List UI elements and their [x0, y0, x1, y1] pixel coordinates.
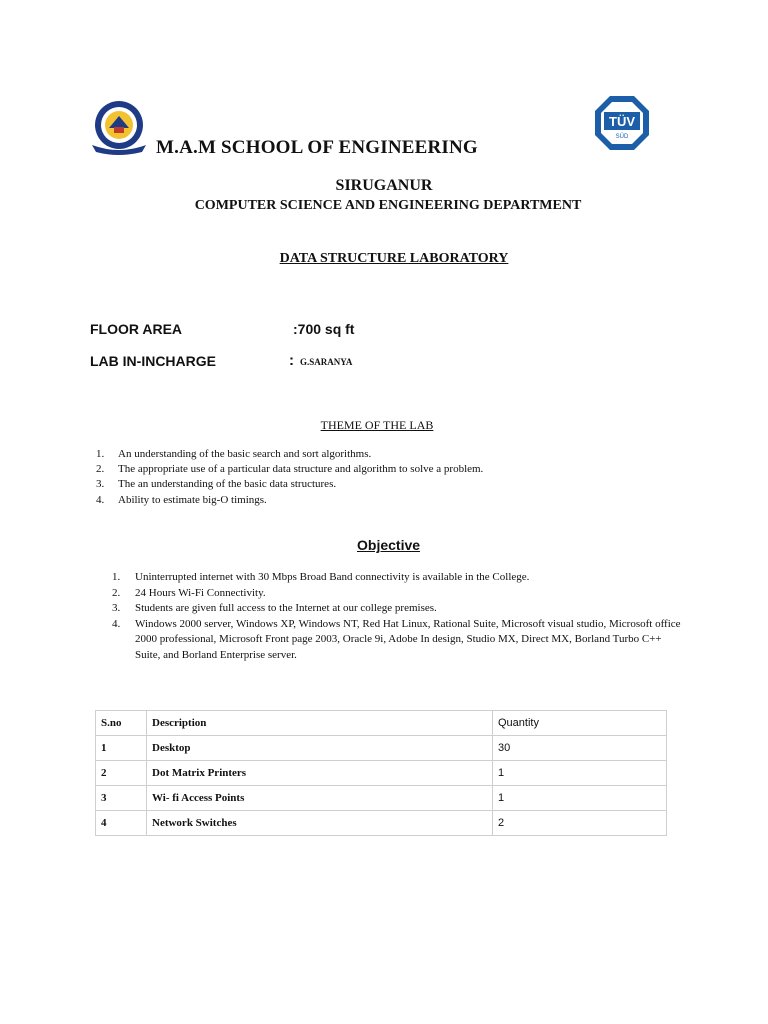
- table-cell-quantity: 1: [493, 786, 667, 811]
- list-text: The an understanding of the basic data structures.: [118, 478, 337, 491]
- table-cell-description: Wi- fi Access Points: [147, 786, 493, 811]
- lab-incharge-value: G.SARANYA: [300, 357, 353, 367]
- list-text: Windows 2000 server, Windows XP, Windows NT, Red Hat Linux, Rational Suite, Microsoft visual studio, Microsoft office 2000 professional, Microsoft Front page 2003, Oracle 9i, Adobe In design, Studio MX, Direct MX, Borland Turbo C++ Suite, and Borland Enterprise server.: [135, 617, 681, 661]
- list-item: [96, 463, 483, 478]
- equipment-table: [95, 710, 667, 836]
- city-name: SIRUGANUR: [335, 177, 433, 194]
- table-cell-sno: 2: [96, 761, 147, 786]
- list-number: 2.: [112, 586, 121, 599]
- list-item: [96, 478, 483, 493]
- list-number: 3.: [96, 478, 105, 491]
- list-text: Uninterrupted internet with 30 Mbps Broad Band connectivity is available in the College.: [135, 571, 530, 583]
- floor-area-label: FLOOR AREA: [90, 321, 183, 337]
- table-cell-quantity: 2: [493, 811, 667, 836]
- list-text: Students are given full access to the Internet at our college premises.: [135, 602, 437, 614]
- table-row: [96, 736, 667, 761]
- theme-heading: THEME OF THE LAB: [320, 418, 434, 432]
- table-row: [96, 786, 667, 811]
- list-number: 4.: [96, 493, 105, 506]
- list-text: An understanding of the basic search and sort algorithms.: [118, 448, 372, 460]
- list-number: 1.: [112, 571, 121, 583]
- table-row: [96, 811, 667, 836]
- list-text: 24 Hours Wi-Fi Connectivity.: [135, 586, 266, 599]
- table-cell-quantity: 30: [493, 736, 667, 761]
- list-item: [112, 601, 682, 617]
- objective-heading: Objective: [357, 537, 421, 553]
- lab-incharge-label: LAB IN-INCHARGE: [90, 353, 216, 369]
- department-name: COMPUTER SCIENCE AND ENGINEERING DEPARTMENT: [194, 198, 582, 213]
- table-cell-description: Dot Matrix Printers: [147, 761, 493, 786]
- list-text: Ability to estimate big-O timings.: [118, 493, 267, 506]
- list-item: [112, 570, 682, 586]
- list-item: [112, 586, 682, 602]
- list-item: [112, 617, 682, 664]
- table-header-row: [96, 711, 667, 736]
- list-number: 4.: [112, 617, 121, 630]
- lab-title: DATA STRUCTURE LABORATORY: [279, 251, 509, 266]
- table-cell-sno: 3: [96, 786, 147, 811]
- lab-incharge-colon: :: [289, 352, 294, 369]
- objective-list: [112, 570, 682, 663]
- floor-area-value: :700 sq ft: [293, 321, 355, 337]
- table-cell-quantity: 1: [493, 761, 667, 786]
- column-header-description: Description: [147, 711, 493, 736]
- column-header-sno: S.no: [96, 711, 147, 736]
- list-number: 2.: [96, 463, 105, 476]
- list-number: 3.: [112, 602, 121, 614]
- table-cell-description: Network Switches: [147, 811, 493, 836]
- table-cell-description: Desktop: [147, 736, 493, 761]
- sud-logo-text: SÜD: [615, 134, 629, 140]
- table-cell-sno: 4: [96, 811, 147, 836]
- school-name: M.A.M SCHOOL OF ENGINEERING: [156, 137, 478, 158]
- theme-list: [96, 448, 483, 509]
- list-item: [96, 448, 483, 463]
- tuv-logo-text: TÜV: [609, 114, 635, 129]
- list-text: The appropriate use of a particular data structure and algorithm to solve a problem.: [118, 463, 484, 476]
- list-item: [96, 494, 483, 509]
- table-row: [96, 761, 667, 786]
- tuv-sud-logo: [593, 94, 651, 152]
- column-header-quantity: Quantity: [493, 711, 667, 736]
- list-number: 1.: [96, 448, 105, 460]
- table-cell-sno: 1: [96, 736, 147, 761]
- college-crest-logo: [90, 98, 148, 156]
